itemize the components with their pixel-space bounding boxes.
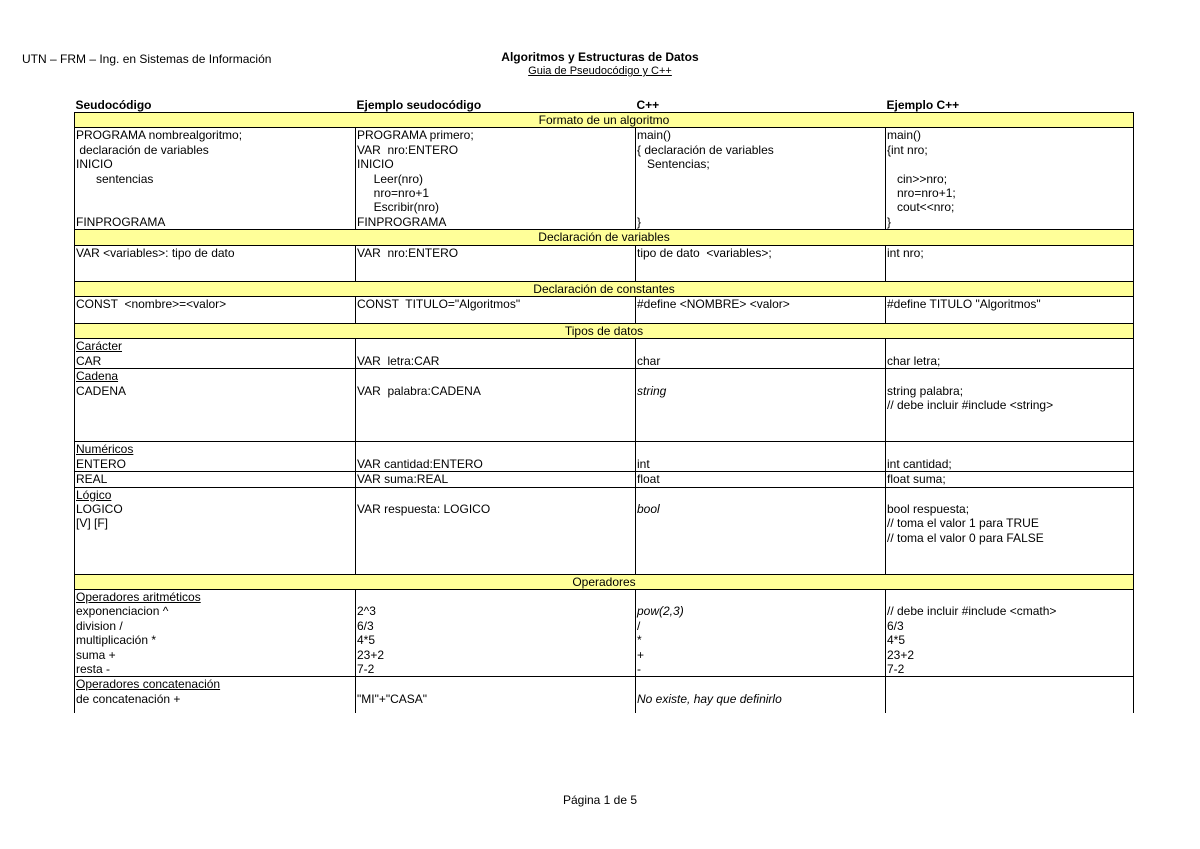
table-row: [75, 677, 1134, 713]
section-header-operadores: Operadores: [75, 574, 1134, 589]
cell-decl-cpp-example: int nro;: [886, 245, 1134, 281]
col-header-cpp-example: Ejemplo C++: [886, 97, 960, 112]
cell-const-pseudo: CONST <nombre>=<valor>: [75, 297, 356, 324]
cell-op-aritmeticos-cpp-example: // debe incluir #include <cmath> 6/3 4*5 23+2 7-2: [886, 589, 1134, 676]
table-row: [75, 589, 1134, 676]
cell-tipo-cadena-cpp: string: [636, 369, 886, 442]
column-header-row: [75, 95, 1134, 113]
section-header-formato: Formato de un algoritmo: [75, 113, 1134, 128]
cell-tipo-logico-cpp: bool: [636, 487, 886, 574]
cell-formato-cpp-example: main() {int nro; cin>>nro; nro=nro+1; cout<<nro; }: [886, 128, 1134, 230]
cell-tipo-real-example: VAR suma:REAL: [356, 472, 636, 487]
table-row: [75, 487, 1134, 574]
section-header-declaracion: Declaración de variables: [75, 230, 1134, 245]
col-header-cpp: C++: [636, 97, 660, 112]
cell-const-cpp-example: #define TITULO "Algoritmos": [886, 297, 1134, 324]
cell-tipo-cadena: Cadena CADENA: [75, 369, 356, 442]
cell-decl-pseudo: VAR <variables>: tipo de dato: [75, 245, 356, 281]
cell-tipo-real-cpp: float: [636, 472, 886, 487]
cell-formato-pseudo-example: PROGRAMA primero; VAR nro:ENTERO INICIO Leer(nro) nro=nro+1 Escribir(nro) FINPROGRAMA: [356, 128, 636, 230]
cell-tipo-numericos: Numéricos ENTERO: [75, 442, 356, 472]
col-header-pseudo-example: Ejemplo seudocódigo: [356, 97, 482, 112]
document-subtitle: Guia de Pseudocódigo y C++: [528, 65, 672, 77]
cell-tipo-entero-cpp: int: [636, 442, 886, 472]
header-institution: UTN – FRM – Ing. en Sistemas de Información: [22, 52, 272, 66]
pseudocode-guide-table: [74, 95, 1134, 713]
cell-op-concat: Operadores concatenación de concatenación +: [75, 677, 356, 713]
cell-op-concat-cpp: No existe, hay que definirlo: [636, 677, 886, 713]
table-row: [75, 369, 1134, 442]
cell-tipo-entero-example: VAR cantidad:ENTERO: [356, 442, 636, 472]
cell-tipo-real-cpp-example: float suma;: [886, 472, 1134, 487]
cell-tipo-caracter-cpp-example: char letra;: [886, 339, 1134, 369]
cell-op-concat-example: "MI"+"CASA": [356, 677, 636, 713]
cell-formato-cpp: main() { declaración de variables Sentencias; }: [636, 128, 886, 230]
col-header-pseudocode: Seudocódigo: [75, 97, 152, 112]
cell-tipo-caracter-cpp: char: [636, 339, 886, 369]
cell-tipo-logico: Lógico LOGICO [V] [F]: [75, 487, 356, 574]
table-row: [75, 245, 1134, 281]
cell-tipo-logico-example: VAR respuesta: LOGICO: [356, 487, 636, 574]
cell-tipo-entero-cpp-example: int cantidad;: [886, 442, 1134, 472]
table-row: [75, 128, 1134, 230]
cell-tipo-logico-cpp-example: bool respuesta; // toma el valor 1 para TRUE // toma el valor 0 para FALSE: [886, 487, 1134, 574]
cell-tipo-caracter-example: VAR letra:CAR: [356, 339, 636, 369]
section-header-constantes: Declaración de constantes: [75, 281, 1134, 296]
cell-decl-pseudo-example: VAR nro:ENTERO: [356, 245, 636, 281]
page-number: Página 1 de 5: [562, 793, 638, 807]
section-header-tipos: Tipos de datos: [75, 324, 1134, 339]
cell-tipo-caracter: Carácter CAR: [75, 339, 356, 369]
cell-const-pseudo-example: CONST TITULO="Algoritmos": [356, 297, 636, 324]
cell-op-aritmeticos-cpp: pow(2,3) / * + -: [636, 589, 886, 676]
document-title: Algoritmos y Estructuras de Datos: [501, 50, 699, 64]
cell-op-aritmeticos-example: 2^3 6/3 4*5 23+2 7-2: [356, 589, 636, 676]
table-row: [75, 297, 1134, 324]
cell-formato-pseudo: PROGRAMA nombrealgoritmo; declaración de variables INICIO sentencias FINPROGRAMA: [75, 128, 356, 230]
header-block: [430, 50, 770, 78]
cell-op-concat-cpp-example: [886, 677, 1134, 713]
cell-op-aritmeticos: Operadores aritméticos exponenciacion ^ division / multiplicación * suma + resta -: [75, 589, 356, 676]
cell-const-cpp: #define <NOMBRE> <valor>: [636, 297, 886, 324]
cell-tipo-real: REAL: [75, 472, 356, 487]
cell-tipo-cadena-example: VAR palabra:CADENA: [356, 369, 636, 442]
cell-tipo-cadena-cpp-example: string palabra; // debe incluir #include <string>: [886, 369, 1134, 442]
table-row: [75, 442, 1134, 472]
table-row: [75, 472, 1134, 487]
cell-decl-cpp: tipo de dato <variables>;: [636, 245, 886, 281]
table-row: [75, 339, 1134, 369]
